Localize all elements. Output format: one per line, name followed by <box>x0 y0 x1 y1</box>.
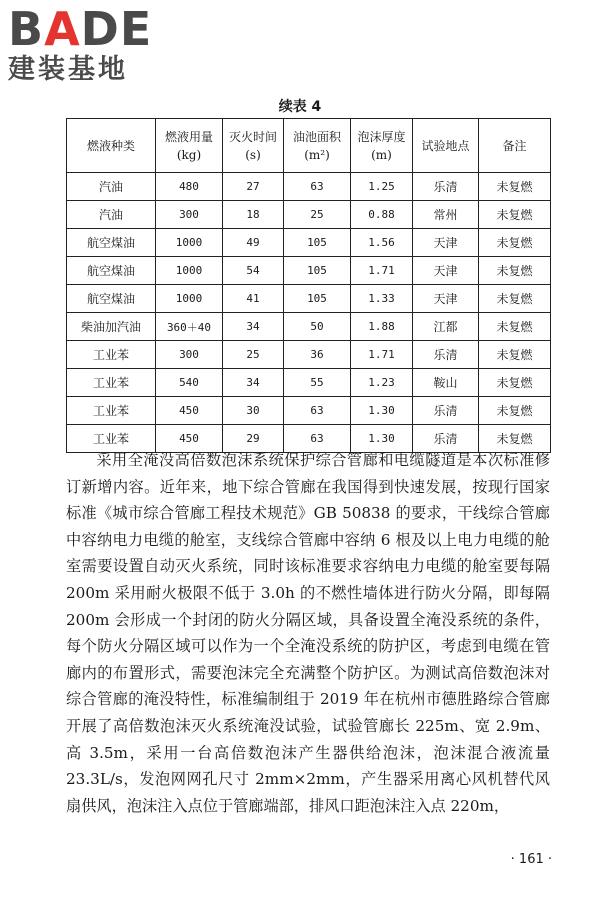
table-cell: 未复燃 <box>479 257 551 285</box>
table-cell: 54 <box>223 257 284 285</box>
table-cell: 乐清 <box>413 173 479 201</box>
table-cell: 1000 <box>156 257 223 285</box>
table-cell: 450 <box>156 397 223 425</box>
table-cell: 汽油 <box>67 173 156 201</box>
table-row <box>67 229 551 257</box>
table-cell: 63 <box>284 173 351 201</box>
table-cell: 未复燃 <box>479 173 551 201</box>
header-foam-thickness: 泡沫厚度 (m) <box>351 119 413 173</box>
table-cell: 1.56 <box>351 229 413 257</box>
header-remarks: 备注 <box>479 119 551 173</box>
body-paragraph: 采用全淹没高倍数泡沫系统保护综合管廊和电缆隧道是本次标准修订新增内容。近年来，地下综合管廊在我国得到快速发展，按现行国家标准《城市综合管廊工程技术规范》GB 50838 的要求，干线综合管廊中容纳电力电缆的舱室，支线综合管廊中容纳 6 根及以上电力电缆的舱室需要设置自动灭火系统，同时该标准要求容纳电力电缆的舱室要每隔 200m 采用耐火极限不低于 3.0h 的不燃性墙体进行防火分隔，即每隔 200m 会形成一个封闭的防火分隔区域，具备设置全淹没系统的条件，每个防火分隔区域可以作为一个全淹没系统的防护区，考虑到电缆在管廊内的布置形式，需要泡沫完全充满整个防护区。为测试高倍数泡沫对综合管廊的淹没特性，标准编制组于 2019 年在杭州市德胜路综合管廊开展了高倍数泡沫灭火系统淹没试验，试验管廊长 225m、宽 2.9m、高 3.5m，采用一台高倍数泡沫产生器供给泡沫，泡沫混合液流量 23.3L/s，发泡网网孔尺寸 2mm×2mm，产生器采用离心风机替代风扇供风，泡沫注入点位于管廊端部，排风口距泡沫注入点 220m， <box>66 451 550 815</box>
table-cell: 天津 <box>413 285 479 313</box>
header-test-site: 试验地点 <box>413 119 479 173</box>
table-cell: 34 <box>223 369 284 397</box>
table-cell: 乐清 <box>413 397 479 425</box>
table-cell: 未复燃 <box>479 397 551 425</box>
table-cell: 乐清 <box>413 341 479 369</box>
table-cell: 汽油 <box>67 201 156 229</box>
table-cell: 50 <box>284 313 351 341</box>
table-row <box>67 341 551 369</box>
table-cell: 41 <box>223 285 284 313</box>
table-row <box>67 257 551 285</box>
table-cell: 1.30 <box>351 425 413 453</box>
table-cell: 未复燃 <box>479 313 551 341</box>
table-cell: 天津 <box>413 229 479 257</box>
table-row <box>67 173 551 201</box>
header-fuel-type: 燃液种类 <box>67 119 156 173</box>
table-row <box>67 201 551 229</box>
table-row <box>67 313 551 341</box>
table-cell: 航空煤油 <box>67 285 156 313</box>
table-cell: 未复燃 <box>479 201 551 229</box>
table-cell: 常州 <box>413 201 479 229</box>
table-cell: 工业苯 <box>67 397 156 425</box>
table-cell: 1.71 <box>351 257 413 285</box>
table-cell: 航空煤油 <box>67 257 156 285</box>
table-cell: 航空煤油 <box>67 229 156 257</box>
table-cell: 1000 <box>156 285 223 313</box>
table-cell: 未复燃 <box>479 229 551 257</box>
logo-accent-letter: A <box>44 2 81 56</box>
table-cell: 柴油加汽油 <box>67 313 156 341</box>
table-cell: 36 <box>284 341 351 369</box>
table-cell: 0.88 <box>351 201 413 229</box>
table-row <box>67 285 551 313</box>
table-title: 续表 4 <box>278 99 322 115</box>
table-cell: 江都 <box>413 313 479 341</box>
table-cell: 360＋40 <box>156 313 223 341</box>
table-cell: 工业苯 <box>67 341 156 369</box>
header-extinguish-time: 灭火时间 (s) <box>223 119 284 173</box>
table-cell: 25 <box>284 201 351 229</box>
table-cell: 300 <box>156 341 223 369</box>
table-cell: 27 <box>223 173 284 201</box>
body-text <box>66 447 550 819</box>
table-cell: 25 <box>223 341 284 369</box>
table-cell: 1000 <box>156 229 223 257</box>
table-cell: 1.25 <box>351 173 413 201</box>
table-cell: 鞍山 <box>413 369 479 397</box>
table-cell: 480 <box>156 173 223 201</box>
table-row <box>67 369 551 397</box>
page-number: · 161 · <box>510 852 552 867</box>
table-cell: 105 <box>284 257 351 285</box>
table-cell: 30 <box>223 397 284 425</box>
table-cell: 49 <box>223 229 284 257</box>
table-cell: 105 <box>284 229 351 257</box>
table-cell: 540 <box>156 369 223 397</box>
test-results-table <box>66 118 551 453</box>
logo-tagline: 建装基地 <box>8 54 128 85</box>
table-cell: 天津 <box>413 257 479 285</box>
table-cell: 63 <box>284 425 351 453</box>
table-cell: 工业苯 <box>67 425 156 453</box>
table-cell: 105 <box>284 285 351 313</box>
brand-logo <box>8 2 178 90</box>
header-pool-area: 油池面积 (m²) <box>284 119 351 173</box>
table-cell: 1.88 <box>351 313 413 341</box>
table-cell: 450 <box>156 425 223 453</box>
logo-wordmark: BADE <box>8 2 153 56</box>
table-cell: 1.23 <box>351 369 413 397</box>
table-cell: 未复燃 <box>479 425 551 453</box>
table-cell: 29 <box>223 425 284 453</box>
table-cell: 18 <box>223 201 284 229</box>
table-cell: 乐清 <box>413 425 479 453</box>
table-cell: 未复燃 <box>479 341 551 369</box>
table-row <box>67 397 551 425</box>
table-cell: 55 <box>284 369 351 397</box>
table-cell: 未复燃 <box>479 285 551 313</box>
table-cell: 1.30 <box>351 397 413 425</box>
table-cell: 300 <box>156 201 223 229</box>
table-cell: 工业苯 <box>67 369 156 397</box>
header-fuel-amount: 燃液用量 (kg) <box>156 119 223 173</box>
table-cell: 1.71 <box>351 341 413 369</box>
table-cell: 1.33 <box>351 285 413 313</box>
table-cell: 34 <box>223 313 284 341</box>
table-cell: 63 <box>284 397 351 425</box>
table-cell: 未复燃 <box>479 369 551 397</box>
table-header-row <box>67 119 551 173</box>
